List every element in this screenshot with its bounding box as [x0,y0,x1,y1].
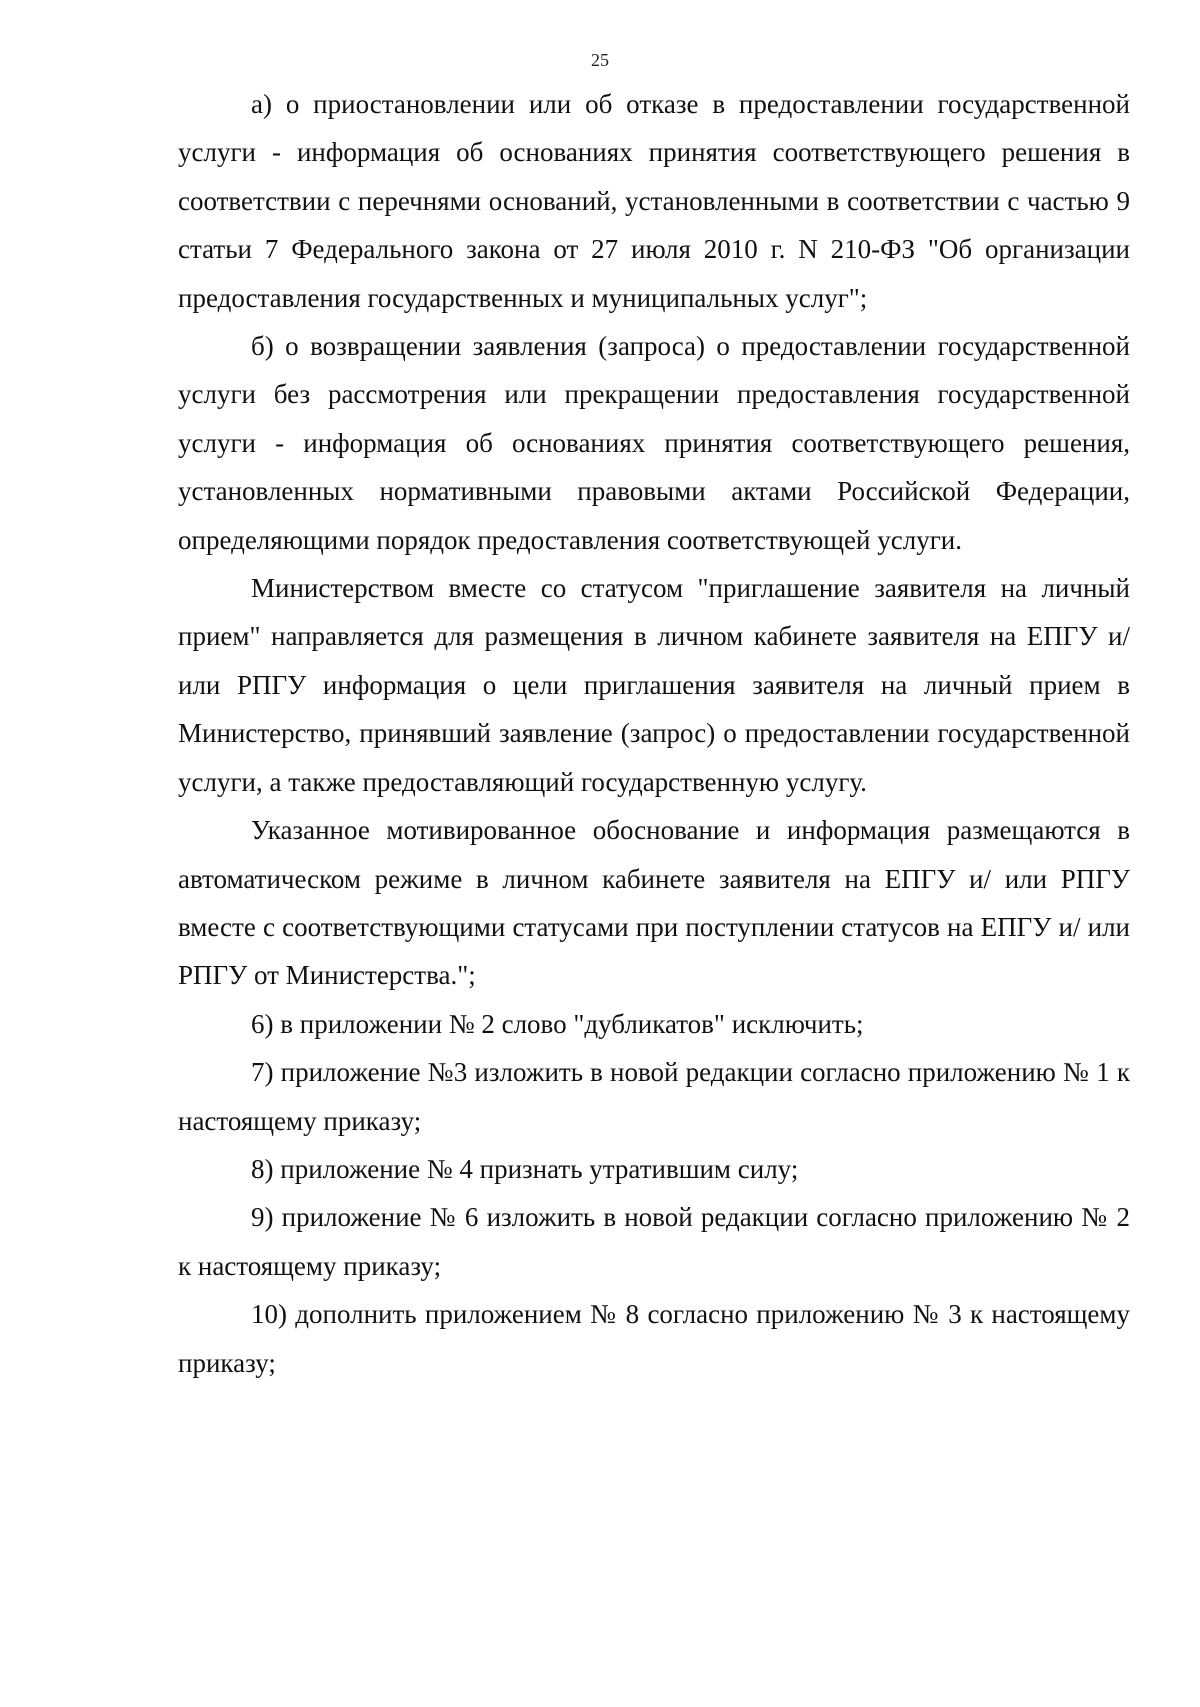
list-item-10: 10) дополнить приложением № 8 согласно приложению № 3 к настоящему приказу; [178,1299,1130,1378]
list-item-7: 7) приложение №3 изложить в новой редакции согласно приложению № 1 к настоящему приказу; [178,1057,1130,1136]
paragraph-motivated-justification: Указанное мотивированное обоснование и информация размещаются в автоматическом режиме в личном кабинете заявителя на ЕПГУ и/ или РПГУ вместе с соответствующими статусами при поступлении статусов на ЕПГУ и/ или РПГУ от Министерства."; [178,815,1130,991]
paragraph-b: б) о возвращении заявления (запроса) о предоставлении государственной услуги без рассмотрения или прекращении предоставления государственной услуги - информация об основаниях принятия соответствующего решения, установленных нормативными правовыми актами Российской Федерации, определяющими порядок предоставления соответствующей услуги. [178,331,1130,555]
list-item-9: 9) приложение № 6 изложить в новой редакции согласно приложению № 2 к настоящему приказу; [178,1202,1130,1281]
paragraph-a: а) о приостановлении или об отказе в предоставлении государственной услуги - информация об основаниях принятия соответствующего решения в соответствии с перечнями оснований, установленными в соответствии с частью 9 статьи 7 Федерального закона от 27 июля 2010 г. N 210-ФЗ "Об организации предоставления государственных и муниципальных услуг"; [178,89,1130,313]
paragraph-invitation: Министерством вместе со статусом "приглашение заявителя на личный прием" направляется для размещения в личном кабинете заявителя на ЕПГУ и/ или РПГУ информация о цели приглашения заявителя на личный прием в Министерство, принявший заявление (запрос) о предоставлении государственной услуги, а также предоставляющий государственную услугу. [178,573,1130,797]
page-number: 25 [591,50,609,70]
list-item-6: 6) в приложении № 2 слово "дубликатов" исключить; [251,1008,864,1039]
document-body [178,80,1130,1387]
list-item-8: 8) приложение № 4 признать утратившим силу; [251,1153,799,1184]
